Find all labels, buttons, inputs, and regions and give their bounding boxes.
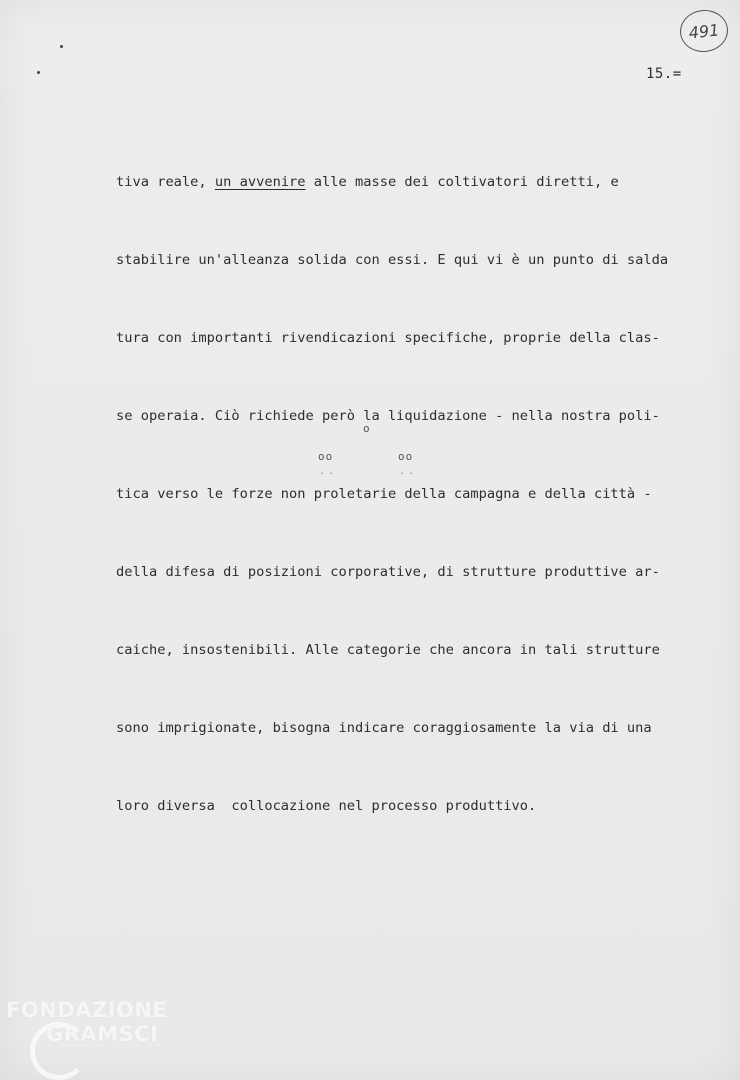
text-segment: stabilire un'alleanza solida con essi. E qui vi è un punto di salda (116, 252, 669, 268)
text-line (116, 403, 706, 429)
text-segment: della difesa di posizioni corporative, di strutture produttive ar- (116, 564, 660, 580)
text-segment: se operaia. Ciò richiede però la liquidazione - nella nostra poli- (116, 408, 660, 424)
ornament-dots-right: .. (399, 466, 418, 477)
text-segment: caiche, insostenibili. Alle categorie che ancora in tali strutture (116, 642, 660, 658)
ornament-right: oo (398, 450, 414, 463)
text-segment: tura con importanti rivendicazioni specifiche, proprie della clas- (116, 330, 660, 346)
text-line (116, 715, 706, 741)
text-line (116, 793, 706, 819)
page-number: 15.= (646, 66, 682, 82)
underlined-phrase: un avvenire (214, 174, 306, 190)
watermark (6, 998, 167, 1046)
text-line (116, 559, 706, 585)
margin-mark (60, 45, 63, 48)
text-line (116, 481, 706, 507)
text-segment: tica verso le forze non proletarie della campagna e della città - (116, 486, 652, 502)
watermark-line1: FONDAZIONE (6, 998, 168, 1022)
archive-number: 491 (687, 19, 721, 43)
archive-number-stamp (678, 8, 730, 55)
ornament-left: oo (318, 450, 334, 463)
text-segment: loro diversa collocazione nel processo produttivo. (116, 798, 537, 814)
watermark-line2: GRAMSCI (46, 1022, 159, 1046)
text-line (116, 247, 706, 273)
body-text (116, 117, 706, 871)
text-segment: tiva reale, (116, 174, 215, 190)
text-segment: sono imprigionate, bisogna indicare coraggiosamente la via di una (116, 720, 652, 736)
text-line (116, 169, 706, 195)
text-line (116, 637, 706, 663)
ornament-top: o (363, 422, 371, 435)
margin-mark (37, 71, 40, 74)
text-line (116, 325, 706, 351)
ornament-dots-left: .. (319, 466, 338, 477)
text-segment: alle masse dei coltivatori diretti, e (305, 174, 619, 190)
